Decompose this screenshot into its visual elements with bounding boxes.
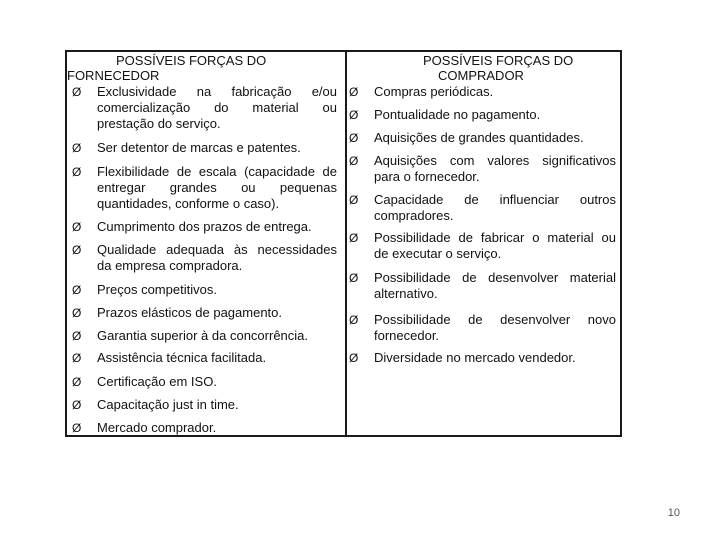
left-strength-item (97, 420, 337, 436)
bullet-arrow-icon: Ø (72, 243, 82, 257)
item-line: Qualidade adequada às necessidades (97, 242, 337, 257)
item-line: Certificação em ISO. (97, 374, 217, 389)
left-strength-item (97, 282, 337, 298)
right-title-line2: COMPRADOR (438, 68, 524, 83)
right-strength-item (374, 153, 616, 185)
bullet-arrow-icon: Ø (72, 141, 82, 155)
right-strength-item (374, 350, 616, 366)
bullet-arrow-icon: Ø (349, 231, 359, 245)
left-strength-item (97, 328, 337, 344)
item-line: Possibilidade de desenvolver material (374, 270, 616, 285)
right-title-line1: POSSÍVEIS FORÇAS DO (423, 53, 574, 68)
item-line: para o fornecedor. (374, 169, 480, 184)
bullet-arrow-icon: Ø (349, 154, 359, 168)
bullet-arrow-icon: Ø (349, 131, 359, 145)
item-line: da empresa compradora. (97, 258, 243, 273)
item-line: comercialização do material ou (97, 100, 337, 115)
item-line: Flexibilidade de escala (capacidade de (97, 164, 337, 179)
bullet-arrow-icon: Ø (72, 306, 82, 320)
item-line: Compras periódicas. (374, 84, 494, 99)
bullet-arrow-icon: Ø (349, 351, 359, 365)
right-strength-item (374, 192, 616, 224)
item-line: Mercado comprador. (97, 420, 217, 435)
left-title-line2: FORNECEDOR (67, 68, 160, 83)
item-line: Preços competitivos. (97, 282, 217, 297)
bullet-arrow-icon: Ø (72, 165, 82, 179)
bullet-arrow-icon: Ø (72, 375, 82, 389)
left-strength-item (97, 219, 337, 235)
right-strength-item (374, 312, 616, 344)
left-strength-item (97, 242, 337, 274)
bullet-arrow-icon: Ø (349, 193, 359, 207)
bullet-arrow-icon: Ø (349, 313, 359, 327)
bullet-arrow-icon: Ø (72, 421, 82, 435)
left-strength-item (97, 305, 337, 321)
left-strength-item (97, 350, 337, 366)
bullet-arrow-icon: Ø (72, 220, 82, 234)
bullet-arrow-icon: Ø (72, 329, 82, 343)
item-line: compradores. (374, 208, 454, 223)
item-line: Cumprimento dos prazos de entrega. (97, 219, 312, 234)
right-strength-item (374, 130, 616, 146)
bullet-arrow-icon: Ø (349, 108, 359, 122)
right-strength-item (374, 84, 616, 100)
left-strength-item (97, 397, 337, 413)
item-line: Capacitação just in time. (97, 397, 239, 412)
bullet-arrow-icon: Ø (72, 85, 82, 99)
item-line: Possibilidade de fabricar o material ou (374, 230, 616, 245)
item-line: fornecedor. (374, 328, 440, 343)
item-line: quantidades, conforme o caso). (97, 196, 280, 211)
item-line: alternativo. (374, 286, 438, 301)
item-line: Diversidade no mercado vendedor. (374, 350, 576, 365)
bullet-arrow-icon: Ø (72, 351, 82, 365)
item-line: Ser detentor de marcas e patentes. (97, 140, 301, 155)
bullet-arrow-icon: Ø (72, 283, 82, 297)
right-strength-item (374, 270, 616, 302)
right-strength-item (374, 230, 616, 262)
right-strength-item (374, 107, 616, 123)
item-line: prestação do serviço. (97, 116, 221, 131)
item-line: Aquisições com valores significativos (374, 153, 616, 168)
bullet-arrow-icon: Ø (72, 398, 82, 412)
item-line: Capacidade de influenciar outros (374, 192, 616, 207)
item-line: entregar grandes ou pequenas (97, 180, 337, 195)
bullet-arrow-icon: Ø (349, 85, 359, 99)
item-line: Garantia superior à da concorrência. (97, 328, 309, 343)
item-line: Pontualidade no pagamento. (374, 107, 541, 122)
left-strength-item (97, 374, 337, 390)
item-line: Assistência técnica facilitada. (97, 350, 267, 365)
item-line: Aquisições de grandes quantidades. (374, 130, 584, 145)
left-strength-item (97, 164, 337, 212)
left-strength-item (97, 84, 337, 132)
item-line: Possibilidade de desenvolver novo (374, 312, 616, 327)
left-title-line1: POSSÍVEIS FORÇAS DO (116, 53, 267, 68)
bullet-arrow-icon: Ø (349, 271, 359, 285)
item-line: de executar o serviço. (374, 246, 502, 261)
page-number: 10 (667, 507, 680, 519)
item-line: Prazos elásticos de pagamento. (97, 305, 282, 320)
column-divider (345, 52, 347, 435)
item-line: Exclusividade na fabricação e/ou (97, 84, 337, 99)
left-strength-item (97, 140, 337, 156)
